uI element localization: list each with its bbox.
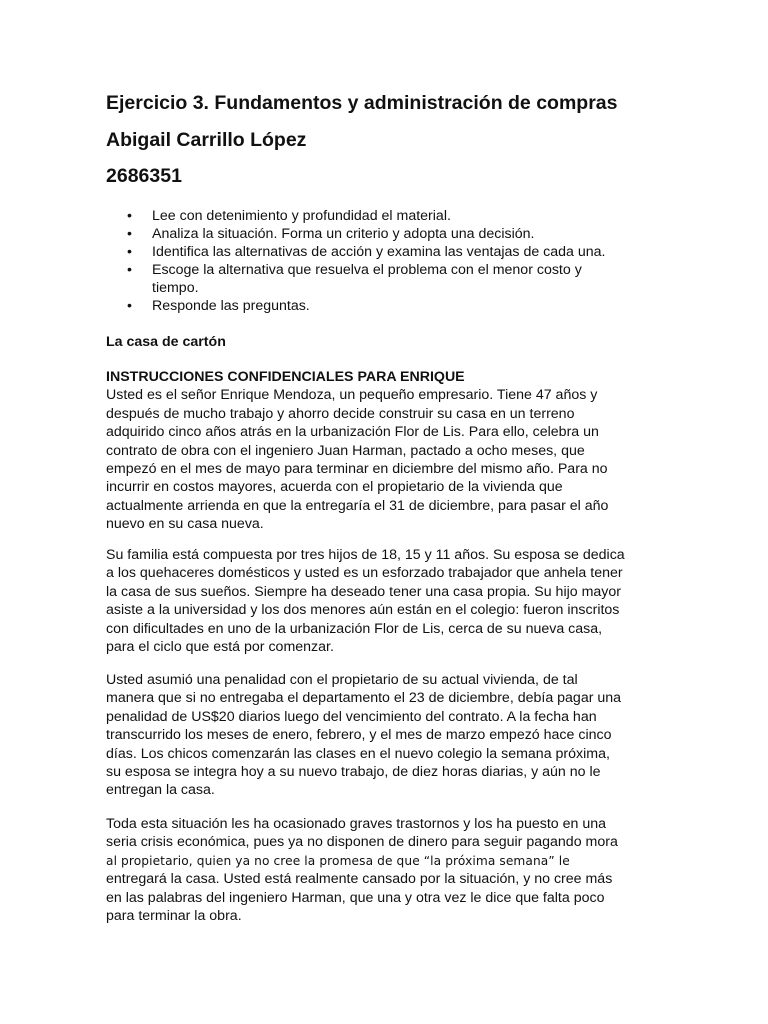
paragraph-line: adquirido cinco años atrás en la urbanización Flor de Lis. Para ello, celebra un <box>106 424 599 441</box>
bullet-icon: • <box>127 244 132 260</box>
instruction-text: Analiza la situación. Forma un criterio y adopta una decisión. <box>152 226 535 242</box>
paragraph-line: en las palabras del ingeniero Harman, que una y otra vez le dice que falta poco <box>106 889 605 906</box>
document-title: Ejercicio 3. Fundamentos y administración de compras <box>106 92 618 114</box>
paragraph-line: incurrir en costos mayores, acuerda con el propietario de la vivienda que <box>106 479 563 496</box>
paragraph-line: su esposa se integra hoy a su nuevo trabajo, de diez horas diarias, y aún no le <box>106 764 601 781</box>
instruction-item-continuation <box>106 279 646 297</box>
paragraph-line: a los quehaceres domésticos y usted es un esforzado trabajador que anhela tener <box>106 565 623 582</box>
paragraph-3 <box>106 671 666 800</box>
paragraph-line: penalidad de US$20 diarios luego del vencimiento del contrato. A la fecha han <box>106 708 597 725</box>
paragraph-line: al propietario, quien ya no cree la promesa de que “la próxima semana” le <box>106 853 570 868</box>
instruction-text: Responde las preguntas. <box>152 298 310 314</box>
bullet-icon: • <box>127 262 132 278</box>
instruction-text: Lee con detenimiento y profundidad el material. <box>152 208 451 224</box>
paragraph-line: Usted es el señor Enrique Mendoza, un pequeño empresario. Tiene 47 años y <box>106 387 598 404</box>
paragraph-line: asiste a la universidad y los dos menores aún están en el colegio: fueron inscritos <box>106 602 620 619</box>
paragraph-line: entregan la casa. <box>106 782 215 799</box>
instruction-item <box>106 261 646 279</box>
author-name: Abigail Carrillo López <box>106 129 307 151</box>
case-title: La casa de cartón <box>106 334 226 350</box>
bullet-icon: • <box>127 208 132 224</box>
paragraph-line: la casa de sus sueños. Siempre ha deseado tener una casa propia. Su hijo mayor <box>106 583 622 600</box>
paragraph-line: manera que si no entregaba el departamento el 23 de diciembre, debía pagar una <box>106 690 622 707</box>
instructions-list <box>106 207 646 315</box>
instruction-item <box>106 207 646 225</box>
paragraph-4 <box>106 815 666 925</box>
paragraph-line: días. Los chicos comenzarán las clases en el nuevo colegio la semana próxima, <box>106 745 610 762</box>
bullet-icon: • <box>127 226 132 242</box>
student-id: 2686351 <box>106 165 182 187</box>
paragraph-line: seria crisis económica, pues ya no disponen de dinero para seguir pagando mora <box>106 834 618 851</box>
paragraph-line: después de mucho trabajo y ahorro decide construir su casa en un terreno <box>106 405 575 422</box>
section-heading: INSTRUCCIONES CONFIDENCIALES PARA ENRIQUE <box>106 369 465 385</box>
paragraph-line: contrato de obra con el ingeniero Juan Harman, pactado a ocho meses, que <box>106 442 585 459</box>
paragraph-line: Usted asumió una penalidad con el propietario de su actual vivienda, de tal <box>106 672 578 688</box>
paragraph-line: transcurrido los meses de enero, febrero, y el mes de marzo empezó hace cinco <box>106 727 612 744</box>
paragraph-line: Toda esta situación les ha ocasionado graves trastornos y los ha puesto en una <box>106 816 607 832</box>
instruction-item <box>106 225 646 243</box>
paragraph-line: Su familia está compuesta por tres hijos de 18, 15 y 11 años. Su esposa se dedica <box>106 547 625 563</box>
instruction-text: Identifica las alternativas de acción y examina las ventajas de cada una. <box>152 244 606 260</box>
paragraph-line: para terminar la obra. <box>106 908 242 925</box>
bullet-icon: • <box>127 298 132 314</box>
paragraph-line: nuevo en su casa nueva. <box>106 516 264 533</box>
paragraph-line: actualmente arrienda en que la entregaría el 31 de diciembre, para pasar el año <box>106 497 609 514</box>
paragraph-line: entregará la casa. Usted está realmente cansado por la situación, y no cree más <box>106 871 613 888</box>
instruction-item <box>106 243 646 261</box>
instruction-text: Escoge la alternativa que resuelva el problema con el menor costo y <box>152 262 582 278</box>
paragraph-1 <box>106 368 666 534</box>
paragraph-line: empezó en el mes de mayo para terminar en diciembre del mismo año. Para no <box>106 461 608 478</box>
paragraph-line: con dificultades en uno de la urbanización Flor de Lis, cerca de su nueva casa, <box>106 620 603 637</box>
paragraph-2 <box>106 546 666 656</box>
paragraph-line: para el ciclo que está por comenzar. <box>106 639 334 656</box>
instruction-text: tiempo. <box>152 280 199 296</box>
instruction-item <box>106 297 646 315</box>
